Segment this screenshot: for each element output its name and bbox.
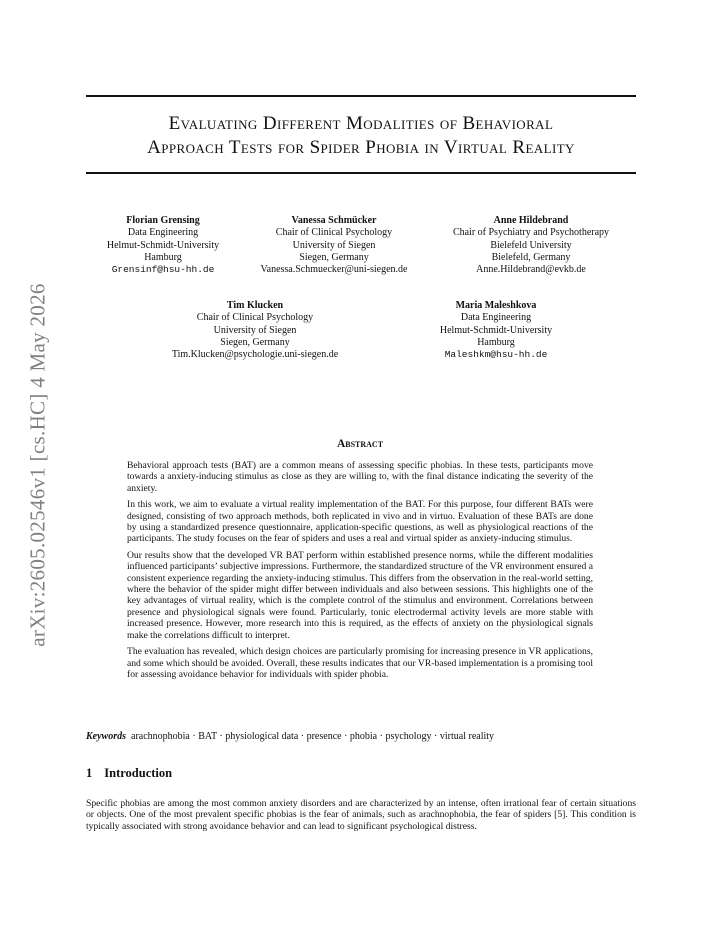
- author-affiliation: Siegen, Germany: [220, 336, 290, 348]
- keywords-line: [86, 731, 636, 742]
- title-line-1: Evaluating Different Modalities of Behavioral: [168, 113, 554, 134]
- author-email[interactable]: Anne.Hildebrand@evkb.de: [476, 264, 586, 276]
- abstract-paragraph: Behavioral approach tests (BAT) are a common means of assessing specific phobias. In these tests, participants move towards a anxiety-inducing stimulus as close as they are willing to, with the final distance indicating the severity of the anxiety.: [127, 460, 593, 494]
- abstract-heading: Abstract: [336, 438, 384, 450]
- author-email[interactable]: Tim.Klucken@psychologie.uni-siegen.de: [171, 349, 339, 361]
- abstract-body: [127, 460, 593, 685]
- author-block-hildebrand: [453, 215, 609, 276]
- author-name: Vanessa Schmücker: [291, 215, 377, 226]
- title-line-2: Approach Tests for Spider Phobia in Virtual Reality: [147, 137, 575, 158]
- author-affiliation: Data Engineering: [127, 227, 199, 239]
- author-email[interactable]: Maleshkm@hsu-hh.de: [444, 349, 548, 361]
- author-email[interactable]: Vanessa.Schmuecker@uni-siegen.de: [260, 264, 408, 276]
- abstract-paragraph: Our results show that the developed VR BAT perform within established presence norms, while the different modalities influenced participants’ subjective impressions. Furthermore, the standardized structure of the VR environment ensured a consistent experience regarding the anxiety-inducing stimulus. This differs from the observation in the real-world setting, where the behavior of the spider might differ between individuals and also between sessions. This highlights one of the key advantages of virtual reality, which is the complete control of the stimulus and environment. Correlations between presence and physiological signals were found. Particularly, tonic electrodermal activity levels are more stable with increased presence. However, more research into this is required, as the effects of anxiety on the physiological signals make the correlations difficult to interpret.: [127, 549, 593, 641]
- keywords-list: arachnophobia · BAT · physiological data · presence · phobia · psychology · virtual reality: [131, 731, 495, 742]
- section-number: 1: [86, 766, 93, 780]
- author-affiliation: Chair of Psychiatry and Psychotherapy: [452, 227, 610, 239]
- author-affiliation: Bielefeld, Germany: [491, 251, 571, 263]
- author-affiliation: Bielefeld University: [490, 239, 572, 251]
- author-affiliation: University of Siegen: [213, 324, 297, 336]
- author-email[interactable]: Grensinf@hsu-hh.de: [111, 264, 215, 276]
- author-affiliation: University of Siegen: [292, 239, 376, 251]
- author-affiliation: Siegen, Germany: [299, 251, 369, 263]
- paper-title: [86, 112, 636, 160]
- author-name: Maria Maleshkova: [455, 300, 537, 311]
- author-affiliation: Hamburg: [144, 251, 182, 263]
- author-affiliation: Data Engineering: [460, 312, 532, 324]
- section-heading-introduction: [86, 766, 172, 781]
- arxiv-identifier: arXiv:2605.02546v1 [cs.HC] 4 May 2026: [25, 283, 50, 647]
- section-title: Introduction: [104, 766, 173, 780]
- author-block-klucken: [172, 300, 338, 361]
- introduction-paragraph: Specific phobias are among the most common anxiety disorders and are characterized by an intense, often irrational fear of certain situations or objects. One of the most prevalent specific phobias is the fear of animals, such as arachnophobia, the fear of spiders [5]. This condition is typically associated with strong avoidance behavior and can lead to significant psychological distress.: [86, 798, 636, 832]
- author-affiliation: Chair of Clinical Psychology: [275, 227, 393, 239]
- author-block-schmuecker: [261, 215, 408, 276]
- author-affiliation: Hamburg: [477, 336, 515, 348]
- author-affiliation: Helmut-Schmidt-University: [439, 324, 553, 336]
- author-block-maleshkova: [440, 300, 552, 361]
- author-affiliation: Chair of Clinical Psychology: [196, 312, 314, 324]
- author-name: Florian Grensing: [126, 215, 200, 226]
- title-bottom-rule: [86, 172, 636, 174]
- author-name: Tim Klucken: [226, 300, 284, 311]
- author-block-grensing: [107, 215, 219, 276]
- title-top-rule: [86, 95, 636, 97]
- author-affiliation: Helmut-Schmidt-University: [106, 239, 220, 251]
- abstract-paragraph: The evaluation has revealed, which design choices are particularly promising for increasing presence in VR applications, and some which should be avoided. Overall, these results indicates that our VR-based implementation is a promising tool for assessing avoidance behavior for individuals with spider phobia.: [127, 646, 593, 680]
- abstract-paragraph: In this work, we aim to evaluate a virtual reality implementation of the BAT. For this purpose, four different BATs were designed, consisting of two approach methods, both replicated in vivo and in virtuo. Evaluation of these BATs are done by using a standardized presence questionnaire, application-specific questions, as well as physiological reactions of the participants. The study focuses on the fear of spiders and uses a real and virtual spider as anxiety-inducing stimulus.: [127, 499, 593, 545]
- author-name: Anne Hildebrand: [493, 215, 569, 226]
- keywords-label: Keywords: [86, 731, 126, 742]
